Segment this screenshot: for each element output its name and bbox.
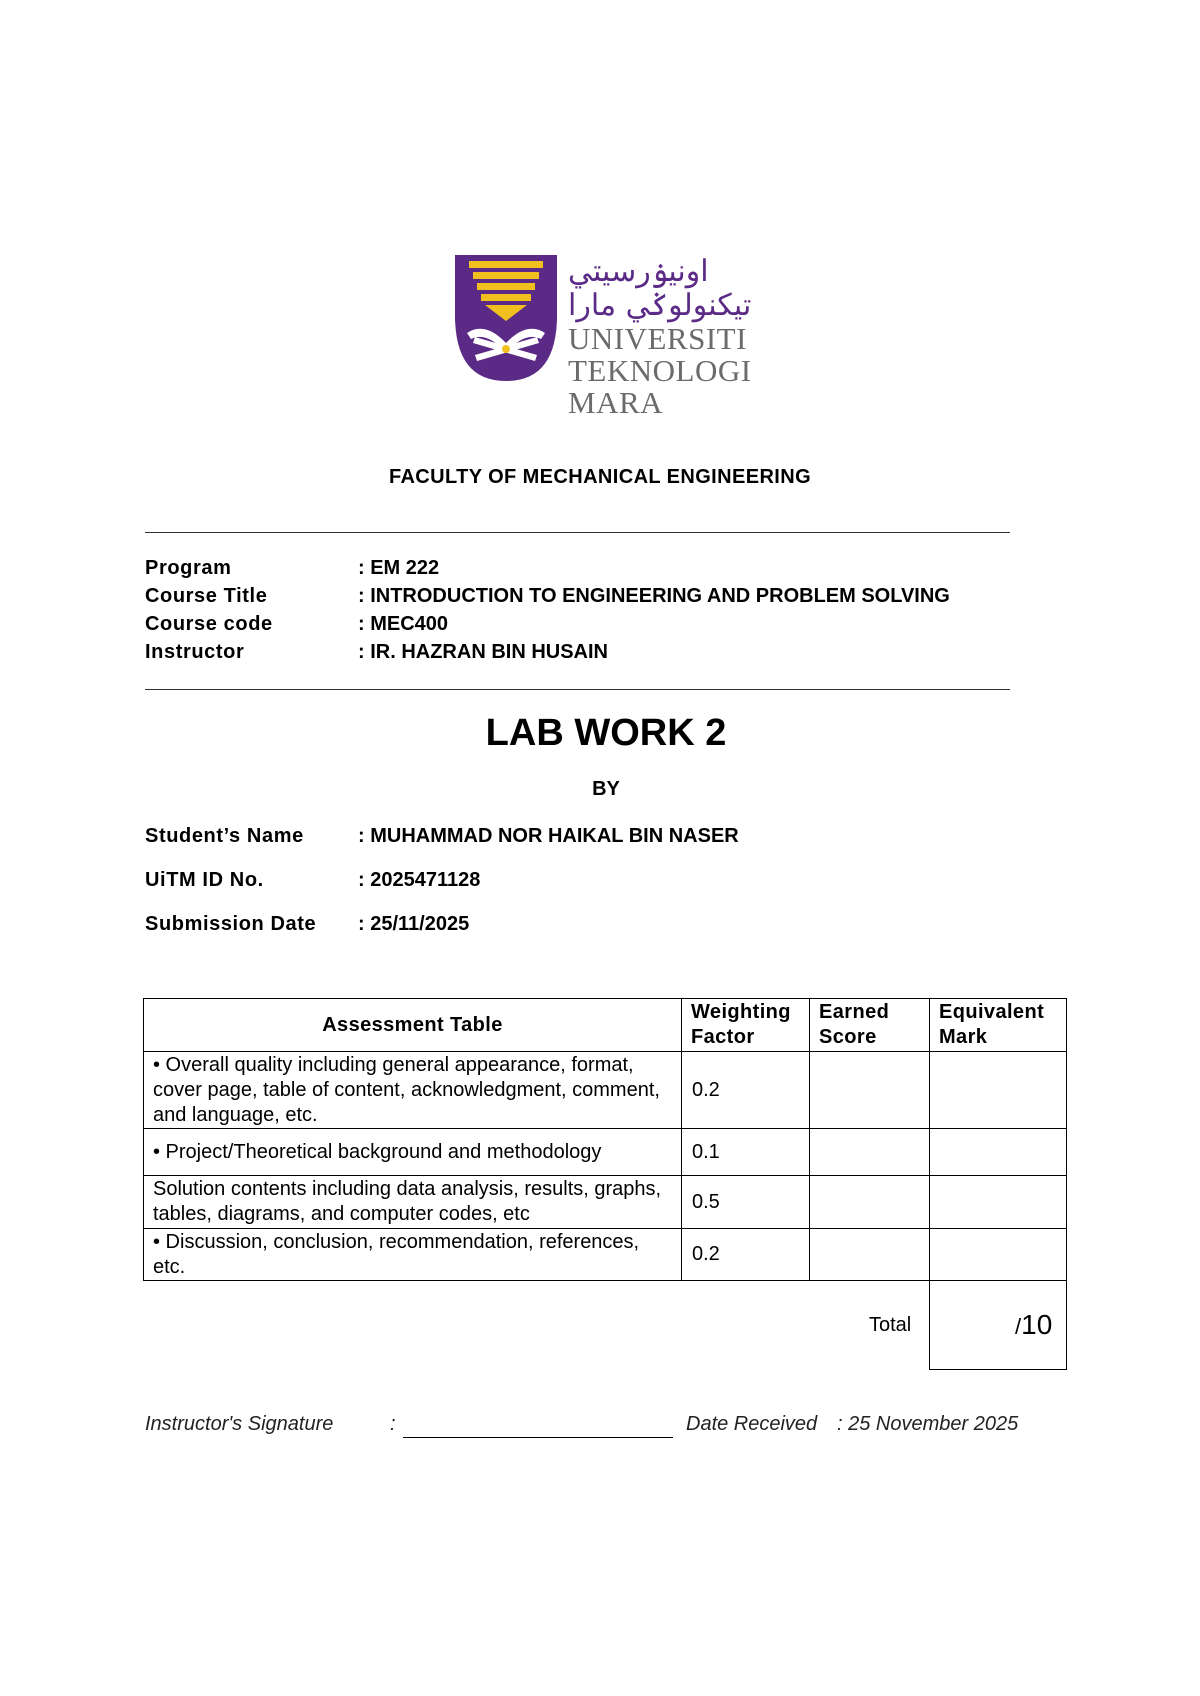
weight-cell: 0.2 xyxy=(682,1052,810,1129)
earned-score-cell[interactable] xyxy=(810,1176,930,1229)
earned-score-cell[interactable] xyxy=(810,1229,930,1281)
date-received-value: : 25 November 2025 xyxy=(837,1413,1019,1435)
total-label: Total xyxy=(869,1314,912,1336)
info-value-submission-date: : 25/11/2025 xyxy=(358,913,470,935)
date-received-label: Date Received xyxy=(686,1413,818,1435)
logo-line-mara: MARA xyxy=(568,385,664,420)
info-value-course-title: : INTRODUCTION TO ENGINEERING AND PROBLEM SOLVING xyxy=(358,585,950,607)
criteria-cell: • Project/Theoretical background and methodology xyxy=(144,1129,682,1176)
table-row xyxy=(144,1229,1067,1281)
logo-line-universiti: UNIVERSITI xyxy=(568,321,747,356)
equivalent-mark-cell[interactable] xyxy=(930,1229,1067,1281)
info-label-instructor: Instructor xyxy=(145,641,245,663)
logo-line-teknologi: TEKNOLOGI xyxy=(568,353,752,388)
criteria-cell: • Discussion, conclusion, recommendation, references, etc. xyxy=(144,1229,682,1281)
info-label-student-name: Student’s Name xyxy=(145,825,304,847)
criteria-cell: Solution contents including data analysis, results, graphs, tables, diagrams, and computer codes, etc xyxy=(144,1176,682,1229)
equivalent-mark-cell[interactable] xyxy=(930,1129,1067,1176)
logo-arabic-text: اونيۏرسيتي تيكنولوݢي مارا xyxy=(568,254,752,323)
info-label-program: Program xyxy=(145,557,232,579)
earned-score-cell[interactable] xyxy=(810,1052,930,1129)
weight-cell: 0.5 xyxy=(682,1176,810,1229)
signature-line[interactable] xyxy=(403,1437,673,1438)
header-equivalent-mark: Equivalent Mark xyxy=(930,999,1067,1052)
info-value-uitm-id: : 2025471128 xyxy=(358,869,481,891)
total-value xyxy=(1015,1309,1052,1341)
divider-bottom xyxy=(145,689,1010,690)
signature-label: Instructor's Signature xyxy=(145,1413,334,1435)
info-label-uitm-id: UiTM ID No. xyxy=(145,869,264,891)
info-label-submission-date: Submission Date xyxy=(145,913,317,935)
faculty-heading: FACULTY OF MECHANICAL ENGINEERING xyxy=(388,466,812,488)
weight-cell: 0.2 xyxy=(682,1229,810,1281)
weight-cell: 0.1 xyxy=(682,1129,810,1176)
info-label-course-code: Course code xyxy=(145,613,273,635)
document-title: LAB WORK 2 xyxy=(485,712,727,754)
divider-top xyxy=(145,532,1010,533)
uitm-crest-icon xyxy=(455,255,557,381)
info-value-student-name: : MUHAMMAD NOR HAIKAL BIN NASER xyxy=(358,825,739,847)
table-row xyxy=(144,1176,1067,1229)
header-assessment: Assessment Table xyxy=(144,999,682,1052)
signature-colon: : xyxy=(390,1413,396,1435)
info-value-course-code: : MEC400 xyxy=(358,613,449,635)
university-logo xyxy=(455,254,765,420)
info-value-instructor: : IR. HAZRAN BIN HUSAIN xyxy=(358,641,608,663)
equivalent-mark-cell[interactable] xyxy=(930,1052,1067,1129)
table-header-row xyxy=(144,999,1067,1052)
criteria-cell: • Overall quality including general appearance, format, cover page, table of content, acknowledgment, comment, and language, etc. xyxy=(144,1052,682,1129)
by-label: BY xyxy=(592,778,620,800)
earned-score-cell[interactable] xyxy=(810,1129,930,1176)
equivalent-mark-cell[interactable] xyxy=(930,1176,1067,1229)
total-prefix: / xyxy=(1015,1314,1022,1339)
table-row xyxy=(144,1052,1067,1129)
table-row xyxy=(144,1129,1067,1176)
assessment-table xyxy=(143,998,1067,1281)
total-number: 10 xyxy=(1021,1309,1053,1340)
header-weighting-factor: Weighting Factor xyxy=(682,999,810,1052)
header-earned-score: Earned Score xyxy=(810,999,930,1052)
info-label-course-title: Course Title xyxy=(145,585,268,607)
info-value-program: : EM 222 xyxy=(358,557,440,579)
